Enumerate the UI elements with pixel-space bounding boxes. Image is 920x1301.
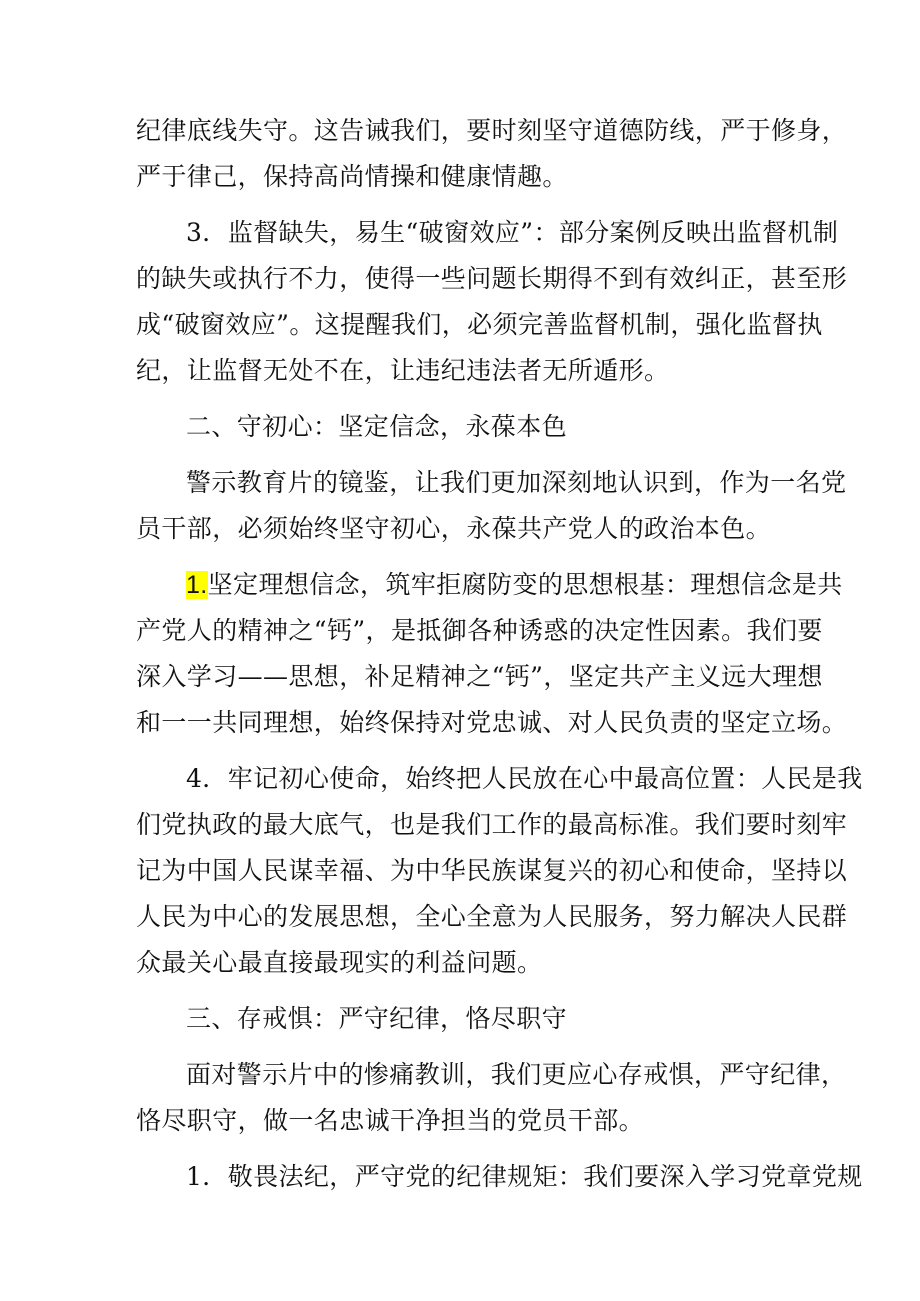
list-item-text: 坚定理想信念，筑牢拒腐防变的思想根基：理想信念是共 bbox=[207, 570, 843, 599]
text-line: 深入学习——思想，补足精神之“钙”，坚定共产主义远大理想 bbox=[136, 662, 823, 691]
paragraph-line: 面对警示片中的惨痛教训，我们更应心存戒惧，严守纪律， bbox=[186, 1060, 847, 1089]
paragraph-line: 警示教育片的镜鉴，让我们更加深刻地认识到，作为一名党 bbox=[186, 468, 847, 497]
text-line: 纪律底线失守。这告诫我们，要时刻坚守道德防线，严于修身， bbox=[136, 116, 848, 145]
text-line: 和一一共同理想，始终保持对党忠诚、对人民负责的坚定立场。 bbox=[136, 708, 848, 737]
text-line: 严于律己，保持高尚情操和健康情趣。 bbox=[136, 162, 568, 191]
text-line: 恪尽职守，做一名忠诚干净担当的党员干部。 bbox=[136, 1106, 645, 1135]
text-line: 产党人的精神之“钙”，是抵御各种诱惑的决定性因素。我们要 bbox=[136, 616, 823, 645]
text-line: 记为中国人民谋幸福、为中华民族谋复兴的初心和使命，坚持以 bbox=[136, 856, 848, 885]
list-item-heading bbox=[136, 562, 843, 608]
document-body bbox=[136, 108, 863, 1200]
text-line: 众最关心最直接最现实的利益问题。 bbox=[136, 948, 543, 977]
list-item-heading: 4．牢记初心使命，始终把人民放在心中最高位置：人民是我 bbox=[186, 764, 863, 793]
text-line: 人民为中心的发展思想，全心全意为人民服务，努力解决人民群 bbox=[136, 902, 848, 931]
text-line: 们党执政的最大底气，也是我们工作的最高标准。我们要时刻牢 bbox=[136, 810, 848, 839]
text-line: 员干部，必须始终坚守初心，永葆共产党人的政治本色。 bbox=[136, 514, 772, 543]
list-item-heading: 3．监督缺失，易生“破窗效应”：部分案例反映出监督机制 bbox=[186, 218, 839, 247]
text-line: 纪，让监督无处不在，让违纪违法者无所遁形。 bbox=[136, 356, 670, 385]
text-line: 的缺失或执行不力，使得一些问题长期得不到有效纠正，甚至形 bbox=[136, 264, 848, 293]
section-heading: 二、守初心：坚定信念，永葆本色 bbox=[186, 412, 568, 441]
section-heading: 三、存戒惧：严守纪律，恪尽职守 bbox=[186, 1004, 568, 1033]
text-line: 成“破窗效应”。这提醒我们，必须完善监督机制，强化监督执 bbox=[136, 310, 823, 339]
list-item-heading: 1．敬畏法纪，严守党的纪律规矩：我们要深入学习党章党规 bbox=[186, 1162, 863, 1191]
highlighted-list-number: 1. bbox=[186, 571, 208, 599]
